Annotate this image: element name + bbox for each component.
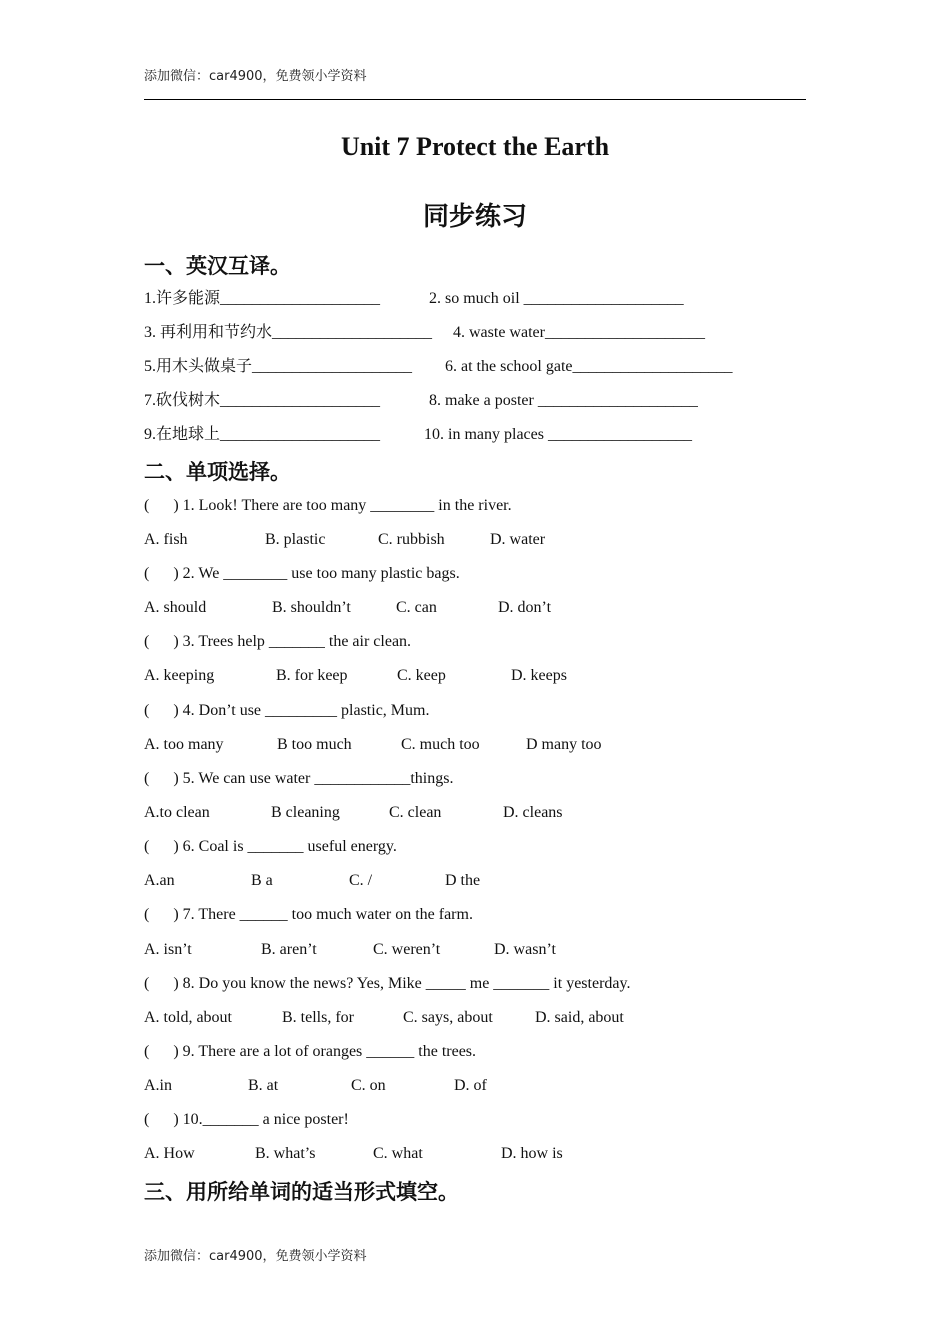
page-header-note: 添加微信：car4900，免费领小学资料 bbox=[144, 69, 367, 84]
option: B. shouldn’t bbox=[272, 599, 351, 616]
option: C. on bbox=[351, 1077, 386, 1094]
option: C. can bbox=[396, 599, 437, 616]
question-stem: ( ) 3. Trees help _______ the air clean. bbox=[144, 633, 412, 650]
option: B a bbox=[251, 872, 273, 889]
option: B. for keep bbox=[276, 667, 348, 684]
question-stem: ( ) 10._______ a nice poster! bbox=[144, 1111, 349, 1128]
option: D. how is bbox=[501, 1145, 563, 1162]
header-divider bbox=[144, 99, 806, 100]
option: A. isn’t bbox=[144, 941, 192, 958]
translation-item: 1.许多能源____________________ bbox=[144, 290, 381, 307]
option: B cleaning bbox=[271, 804, 340, 821]
option: C. says, about bbox=[403, 1009, 493, 1026]
option: C. much too bbox=[401, 736, 480, 753]
answer-options bbox=[144, 529, 546, 551]
question-stem: ( ) 4. Don’t use _________ plastic, Mum. bbox=[144, 702, 430, 719]
translation-row bbox=[144, 322, 705, 344]
translation-row bbox=[144, 356, 733, 378]
translation-item: 7.砍伐树木____________________ bbox=[144, 392, 381, 409]
page-footer-note: 添加微信：car4900，免费领小学资料 bbox=[144, 1249, 367, 1264]
question-stem: ( ) 6. Coal is _______ useful energy. bbox=[144, 838, 397, 855]
translation-item: 4. waste water____________________ bbox=[453, 324, 705, 341]
translation-item: 10. in many places __________________ bbox=[424, 426, 692, 443]
option: C. keep bbox=[397, 667, 446, 684]
option: A. keeping bbox=[144, 667, 215, 684]
page-subtitle: 同步练习 bbox=[422, 202, 527, 232]
option: B. aren’t bbox=[261, 941, 317, 958]
answer-options bbox=[144, 734, 602, 756]
option: D. keeps bbox=[511, 667, 567, 684]
option: D. don’t bbox=[498, 599, 552, 616]
section-1-heading: 一、英汉互译。 bbox=[144, 254, 291, 278]
option: A. How bbox=[144, 1145, 195, 1162]
option: A. too many bbox=[144, 736, 224, 753]
option: B. what’s bbox=[255, 1145, 316, 1162]
option: A.an bbox=[144, 872, 175, 889]
option: C. / bbox=[349, 872, 373, 889]
question-stem: ( ) 7. There ______ too much water on the farm. bbox=[144, 906, 473, 923]
option: D. wasn’t bbox=[494, 941, 556, 958]
answer-options bbox=[144, 802, 563, 824]
option: D. cleans bbox=[503, 804, 563, 821]
option: A.in bbox=[144, 1077, 172, 1094]
translation-item: 3. 再利用和节约水____________________ bbox=[144, 324, 433, 341]
translation-item: 9.在地球上____________________ bbox=[144, 426, 381, 443]
option: B. plastic bbox=[265, 531, 326, 548]
translation-item: 8. make a poster ____________________ bbox=[429, 392, 698, 409]
translation-item: 2. so much oil ____________________ bbox=[429, 290, 684, 307]
translation-row bbox=[144, 390, 698, 412]
translation-row bbox=[144, 424, 692, 446]
option: D the bbox=[445, 872, 481, 889]
option: C. what bbox=[373, 1145, 423, 1162]
option: C. clean bbox=[389, 804, 442, 821]
translation-row bbox=[144, 288, 684, 310]
option: D. said, about bbox=[535, 1009, 624, 1026]
translation-item: 6. at the school gate____________________ bbox=[445, 358, 733, 375]
option: A.to clean bbox=[144, 804, 210, 821]
option: A. should bbox=[144, 599, 207, 616]
option: B. at bbox=[248, 1077, 279, 1094]
option: D many too bbox=[526, 736, 602, 753]
option: A. fish bbox=[144, 531, 188, 548]
translation-item: 5.用木头做桌子____________________ bbox=[144, 358, 413, 375]
question-stem: ( ) 8. Do you know the news? Yes, Mike _____ me _______ it yesterday. bbox=[144, 975, 631, 992]
answer-options bbox=[144, 597, 552, 619]
answer-options bbox=[144, 1143, 563, 1165]
answer-options bbox=[144, 1007, 624, 1029]
answer-options bbox=[144, 939, 556, 961]
question-stem: ( ) 5. We can use water ____________things. bbox=[144, 770, 454, 787]
answer-options bbox=[144, 665, 567, 687]
option: D. of bbox=[454, 1077, 487, 1094]
section-2-heading: 二、单项选择。 bbox=[144, 460, 291, 484]
option: B too much bbox=[277, 736, 352, 753]
option: A. told, about bbox=[144, 1009, 232, 1026]
question-stem: ( ) 9. There are a lot of oranges ______ the trees. bbox=[144, 1043, 477, 1060]
option: B. tells, for bbox=[282, 1009, 354, 1026]
answer-options bbox=[144, 870, 481, 892]
question-stem: ( ) 2. We ________ use too many plastic bags. bbox=[144, 565, 460, 582]
option: C. weren’t bbox=[373, 941, 441, 958]
option: D. water bbox=[490, 531, 546, 548]
section-3-heading: 三、用所给单词的适当形式填空。 bbox=[144, 1180, 459, 1204]
option: C. rubbish bbox=[378, 531, 445, 548]
answer-options bbox=[144, 1075, 487, 1097]
question-stem: ( ) 1. Look! There are too many ________ in the river. bbox=[144, 497, 512, 514]
page-title: Unit 7 Protect the Earth bbox=[340, 132, 610, 161]
